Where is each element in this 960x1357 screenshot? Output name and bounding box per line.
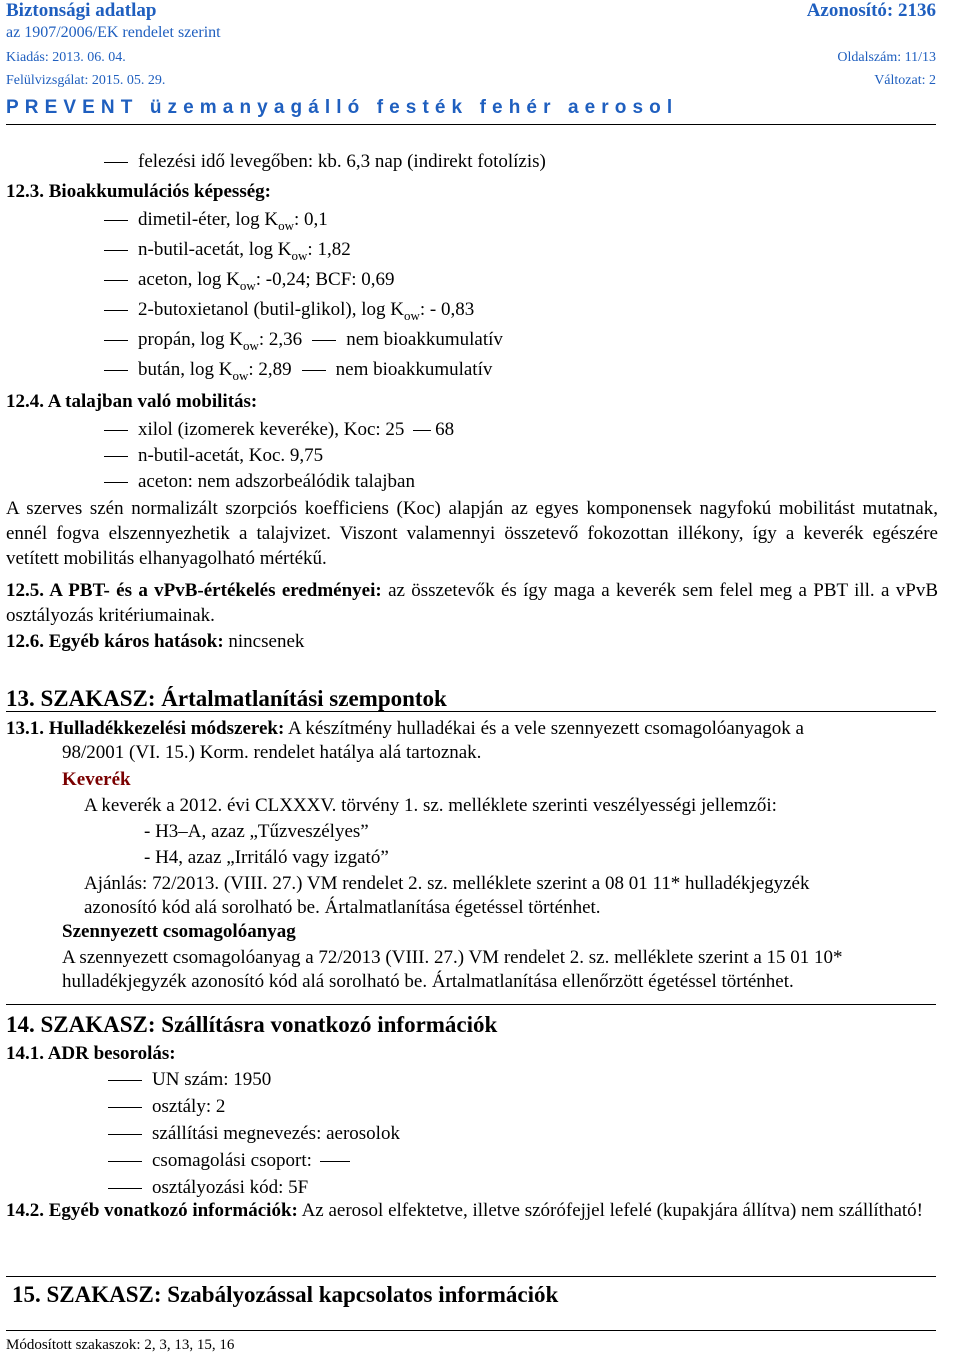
product-name: PREVENT üzemanyagálló festék fehér aerosol: [6, 97, 679, 118]
dash-marker: [104, 370, 128, 371]
bioaccumulation-item: [104, 238, 351, 263]
adr-item-text: osztály: 2: [152, 1096, 226, 1117]
mobility-item: [104, 418, 454, 442]
subscript: ow: [278, 218, 295, 233]
transport-other-info: [6, 1198, 938, 1223]
revision-date: Felülvizsgálat: 2015. 05. 29.: [6, 73, 166, 88]
bioaccumulation-value: : -0,24; BCF: 0,69: [255, 269, 395, 290]
other-effects: [6, 630, 304, 654]
document-identifier: Azonosító: 2136: [806, 0, 936, 21]
adr-item: [108, 1176, 308, 1200]
bioaccumulation-item-text: 2-butoxietanol (butil-glikol), log K: [138, 299, 404, 320]
bioaccumulation-item-text: bután, log K: [138, 359, 233, 380]
dash-marker: [104, 220, 128, 221]
adr-item-text: UN szám: 1950: [152, 1069, 272, 1090]
subscript: ow: [232, 368, 249, 383]
adr-item: [108, 1068, 271, 1092]
pbt-text: az összetevők és így maga a keverék sem felel meg a PBT ill. a vPvB osztályozás kritériumainak.: [6, 580, 939, 626]
mobility-item-text: aceton: nem adszorbeálódik talajban: [138, 471, 415, 492]
bioaccumulation-value: : 0,1: [294, 209, 328, 230]
regulation-reference: az 1907/2006/EK rendelet szerint: [6, 24, 221, 41]
hazard-item: - H3–A, azaz „Tűzveszélyes”: [144, 821, 369, 842]
bioaccumulation-item-text: propán, log K: [138, 329, 244, 350]
dash-marker: [104, 310, 128, 311]
recommendation-line: azonosító kód alá sorolható be. Ártalmatlanítása égetéssel történhet.: [84, 897, 601, 918]
bioaccumulation-item: [104, 328, 503, 353]
issue-date: Kiadás: 2013. 06. 04.: [6, 50, 126, 65]
section-15-heading: 15. SZAKASZ: Szabályozással kapcsolatos információk: [12, 1282, 559, 1307]
dash-marker: [108, 1188, 142, 1189]
bioaccumulation-value: : - 0,83: [419, 299, 475, 320]
header-divider: [6, 124, 936, 125]
dash-marker: [104, 250, 128, 251]
section-14-heading: 14. SZAKASZ: Szállításra vonatkozó információk: [6, 1012, 498, 1037]
section-13-divider: [6, 711, 936, 712]
subscript: ow: [239, 278, 256, 293]
adr-item-text: osztályozási kód: 5F: [152, 1177, 309, 1198]
other-effects-text: nincsenek: [228, 631, 305, 652]
bioaccumulation-assessment: nem bioakkumulatív: [335, 359, 493, 380]
pbt-paragraph: [6, 578, 938, 628]
mobility-item-text: xilol (izomerek keveréke), Koc: 25: [138, 419, 405, 440]
waste-methods-title: 13.1. Hulladékkezelési módszerek:: [6, 718, 285, 739]
dash-marker: [108, 1161, 142, 1162]
adr-item: [108, 1095, 225, 1119]
half-life-text: felezési idő levegőben: kb. 6,3 nap (indirekt fotolízis): [138, 151, 546, 172]
bioaccumulation-item: [104, 208, 328, 233]
hazard-item: - H4, azaz „Irritáló vagy izgató”: [144, 847, 389, 868]
section-14-divider: [6, 1004, 936, 1005]
bioaccumulation-value: : 1,82: [307, 239, 351, 260]
dash-marker: [104, 430, 128, 431]
subscript: ow: [403, 308, 420, 323]
adr-item-text: szállítási megnevezés: aerosolok: [152, 1123, 400, 1144]
other-effects-title: 12.6. Egyéb káros hatások:: [6, 631, 224, 652]
bioaccumulation-item-text: aceton, log K: [138, 269, 240, 290]
adr-item-text: csomagolási csoport:: [152, 1150, 312, 1171]
document-title: Biztonsági adatlap: [6, 0, 157, 21]
mobility-paragraph: A szerves szén normalizált szorpciós koefficiens (Koc) alapján az egyes komponensek nagyfokú mobilitást mutatnak, ennél fogva elszennyezhetik a talajvizet. Viszont valamennyi összetevő fokozottan illékony, így a keverék egészére vetített mobilitás elhanyagolható mértékű.: [6, 498, 938, 569]
modified-sections: Módosított szakaszok: 2, 3, 13, 15, 16: [6, 1337, 235, 1353]
bioaccumulation-item: [104, 298, 474, 323]
half-life-item: [104, 150, 546, 174]
bioaccumulation-assessment: nem bioakkumulatív: [346, 329, 503, 350]
mobility-title: 12.4. A talajban való mobilitás:: [6, 391, 258, 412]
transport-other-text: Az aerosol elfektetve, illetve szórófejjel lefelé (kupakjára állítva) nem szállítható!: [301, 1200, 923, 1221]
packaging-text: A szennyezett csomagolóanyag a 72/2013 (VIII. 27.) VM rendelet 2. sz. melléklete szerint a 15 01 10*: [62, 947, 843, 968]
subscript: ow: [291, 248, 308, 263]
mixture-text: A keverék a 2012. évi CLXXXV. törvény 1. sz. melléklete szerinti veszélyességi jellemzői:: [84, 795, 777, 816]
waste-methods-text: A készítmény hulladékai és a vele szennyezett csomagolóanyagok a: [288, 718, 804, 739]
mixture-label: Keverék: [62, 769, 131, 790]
adr-item: [108, 1149, 360, 1173]
waste-methods: [6, 716, 938, 741]
mobility-item: [104, 470, 415, 494]
bioaccumulation-item-text: dimetil-éter, log K: [138, 209, 279, 230]
dash-marker: [104, 482, 128, 483]
dash-marker: [104, 162, 128, 163]
bioaccumulation-item: [104, 268, 395, 293]
bioaccumulation-value: : 2,89: [248, 359, 292, 380]
dash-marker: [320, 1161, 350, 1162]
dash-marker: [302, 370, 326, 371]
bioaccumulation-title: 12.3. Bioakkumulációs képesség:: [6, 181, 271, 202]
page-number: Oldalszám: 11/13: [837, 50, 936, 65]
pbt-title: 12.5. A PBT- és a vPvB-értékelés eredményei:: [6, 580, 382, 601]
dash-marker: [108, 1134, 142, 1135]
dash-marker: [413, 430, 431, 431]
transport-other-title: 14.2. Egyéb vonatkozó információk:: [6, 1200, 298, 1221]
dash-marker: [104, 340, 128, 341]
dash-marker: [104, 280, 128, 281]
recommendation-line: Ajánlás: 72/2013. (VIII. 27.) VM rendelet 2. sz. melléklete szerint a 08 01 11* hulladékjegyzék: [84, 873, 810, 894]
waste-methods-continued: 98/2001 (VI. 15.) Korm. rendelet hatálya alá tartoznak.: [62, 742, 482, 763]
mobility-item: [104, 444, 323, 468]
dash-marker: [312, 340, 336, 341]
bioaccumulation-item: [104, 358, 492, 383]
subscript: ow: [243, 338, 259, 353]
mobility-item-text: 68: [435, 419, 455, 440]
adr-item: [108, 1122, 400, 1146]
packaging-text: hulladékjegyzék azonosító kód alá sorolható be. Ártalmatlanítása ellenőrzött égetéssel történhet.: [62, 971, 794, 992]
mobility-item-text: n-butil-acetát, Koc. 9,75: [138, 445, 324, 466]
section-13-heading: 13. SZAKASZ: Ártalmatlanítási szempontok: [6, 686, 447, 711]
dash-marker: [104, 456, 128, 457]
bioaccumulation-value: : 2,36: [258, 329, 303, 350]
dash-marker: [108, 1107, 142, 1108]
footer-divider: [6, 1330, 936, 1331]
adr-title: 14.1. ADR besorolás:: [6, 1043, 176, 1064]
dash-marker: [108, 1080, 142, 1081]
bioaccumulation-item-text: n-butil-acetát, log K: [138, 239, 292, 260]
section-15-divider: [6, 1276, 936, 1277]
packaging-label: Szennyezett csomagolóanyag: [62, 921, 296, 942]
version-number: Változat: 2: [874, 73, 936, 88]
